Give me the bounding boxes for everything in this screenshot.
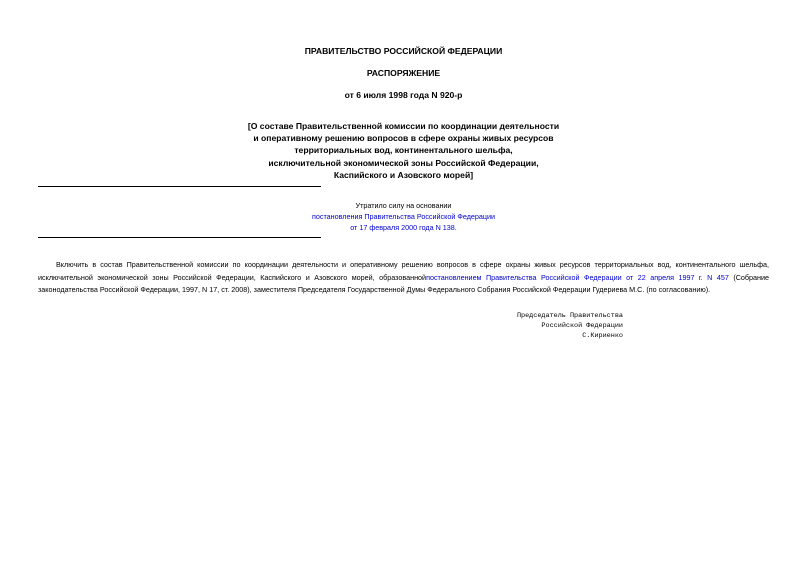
decree-457-link[interactable]: постановлением Правительства Российской Федерации от 22 апреля 1997 г. N 457 [426,272,729,282]
body-text: Включить в состав Правительственной комиссии по координации деятельности и оперативному решению вопросов в сфере охраны живых ресурсов территориальных вод, континентального шельфа, исключительной экономической зоны Российской Федерации, Каспийского и Азовского морей, образованной [38,260,769,282]
document-type: РАСПОРЯЖЕНИЕ [366,68,441,78]
repeal-decree-date-link[interactable]: от 17 февраля 2000 года N 138. [350,223,457,232]
signature-position: Председатель Правительства [516,312,623,320]
divider-bottom [38,237,321,238]
title-line: Каспийского и Азовского морей] [333,169,474,180]
repeal-decree-link[interactable]: постановления Правительства Российской Федерации [311,212,496,221]
title-line: территориальных вод, континентального шельфа, [294,145,513,156]
status-note-link-row [0,222,807,234]
signature-name: С.Кириенко [582,332,623,340]
organization-name: ПРАВИТЕЛЬСТВО РОССИЙСКОЙ ФЕДЕРАЦИИ [304,46,503,56]
status-note-link-row [0,211,807,223]
body-paragraph [38,259,769,297]
signature-organization: Российской Федерации [541,322,623,330]
document-date: от 6 июля 1998 года N 920-р [344,90,463,100]
divider-top [38,186,321,187]
document-title [0,120,807,181]
title-line: [О составе Правительственной комиссии по координации деятельности [247,121,560,131]
status-note-text: Утратило силу на основании [355,201,452,210]
title-line: и оперативному решению вопросов в сфере охраны живых ресурсов [253,133,554,144]
body-text: (Собрание законодательства Российской Федерации, 1997, N 17, ст. 2008), заместителя Председателя Государственной Думы Федерального Собрания Российской Федерации Гудериева М.С. (по согласованию). [38,272,770,295]
title-line: исключительной экономической зоны Российской Федерации, [268,157,539,168]
